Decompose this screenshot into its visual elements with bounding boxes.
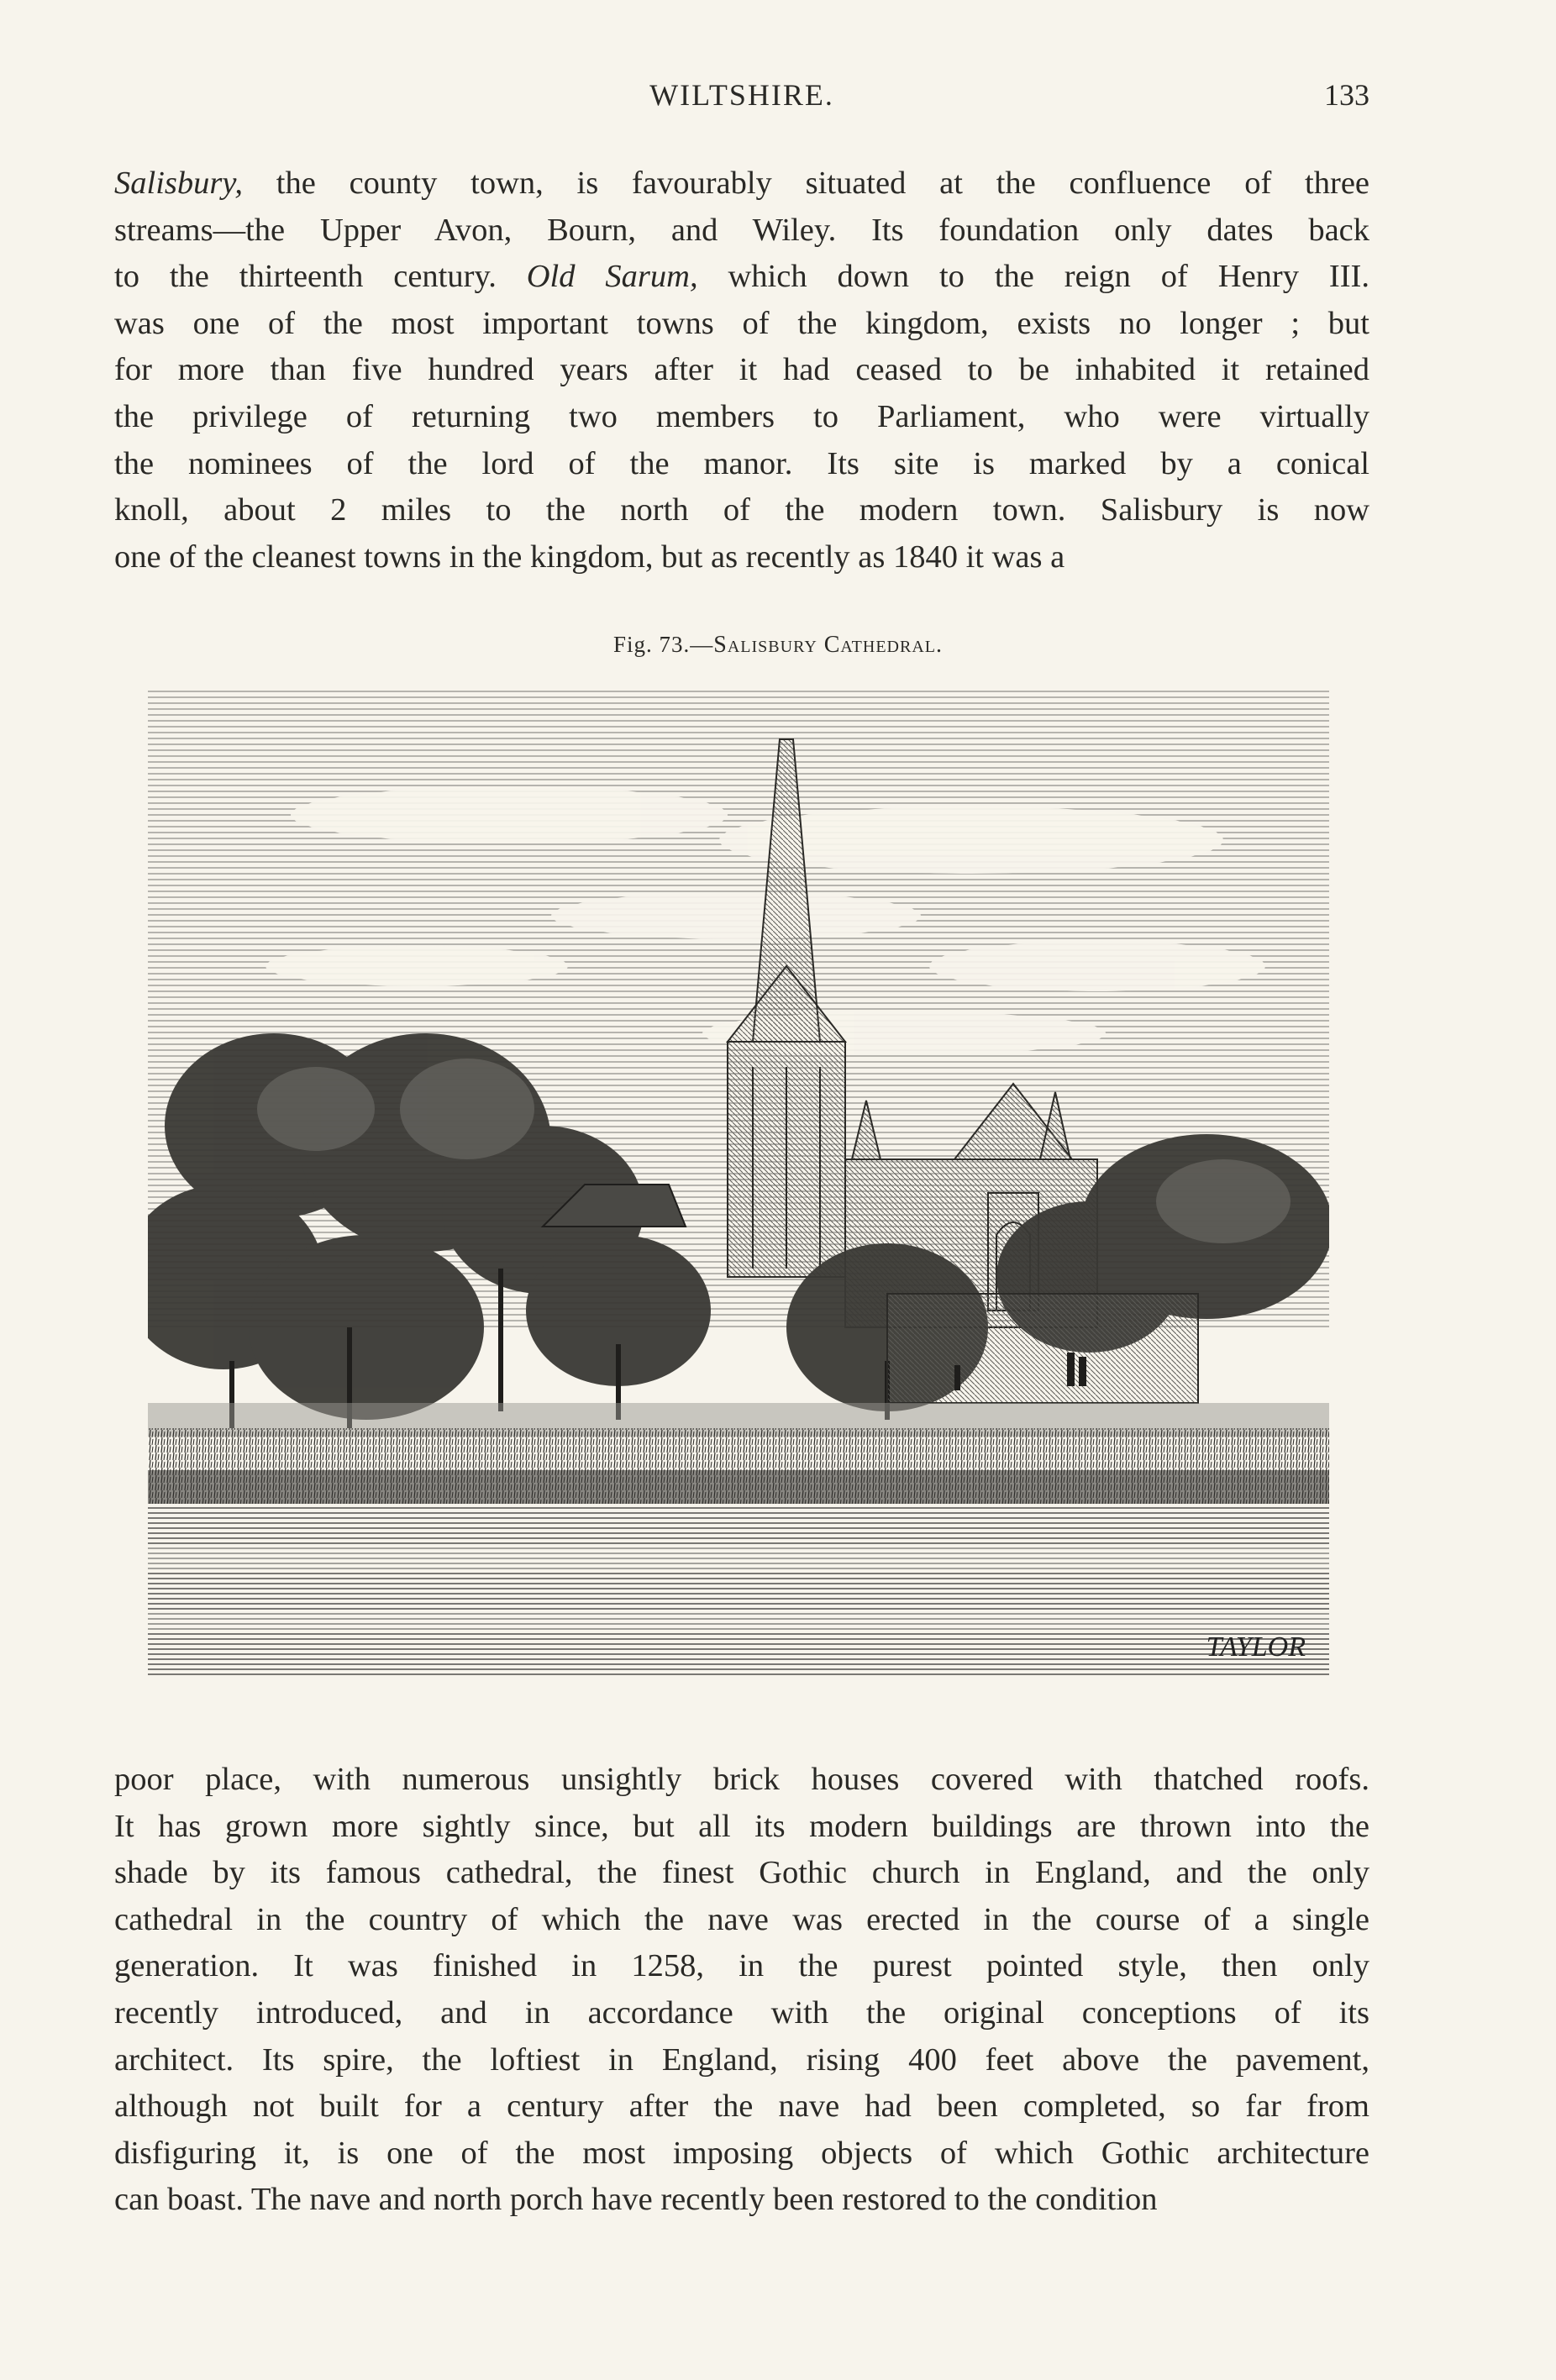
text-line: [114, 208, 1369, 255]
text-run: to the thirteenth century.: [114, 259, 527, 295]
text-run: Salisbury,: [114, 165, 243, 201]
text-run: which down to the reign of Henry III.: [697, 259, 1369, 295]
text-run: the privilege of returning two members to Parliament, who were virtually: [114, 398, 1369, 434]
text-run: It has grown more sightly since, but all its modern buildings are thrown into the: [114, 1808, 1369, 1844]
text-line: [114, 1990, 1369, 2037]
text-line: [114, 1804, 1369, 1851]
text-run: Old Sarum,: [526, 259, 698, 295]
text-run: poor place, with numerous unsightly brick houses covered with thatched roofs.: [114, 1762, 1369, 1797]
text-run: one of the cleanest towns in the kingdom, but as recently as 1840 it was a: [114, 539, 1065, 575]
text-line: [114, 1850, 1369, 1897]
text-run: the nominees of the lord of the manor. Its site is marked by a conical: [114, 445, 1369, 481]
paragraph-2: [114, 1757, 1369, 2224]
engraver-signature: TAYLOR: [1206, 1631, 1306, 1663]
text-run: knoll, about 2 miles to the north of the modern town. Salisbury is now: [114, 492, 1369, 528]
text-line: [114, 254, 1369, 301]
text-run: architect. Its spire, the loftiest in England, rising 400 feet above the pavement,: [114, 2041, 1369, 2078]
text-run: streams—the Upper Avon, Bourn, and Wiley. Its foundation only dates back: [114, 212, 1369, 248]
text-line: [114, 301, 1369, 348]
cathedral-engraving: [148, 689, 1329, 1677]
text-run: can boast. The nave and north porch have recently been restored to the condition: [114, 2182, 1158, 2218]
running-head: [114, 77, 1369, 128]
text-line: [114, 1897, 1369, 1944]
text-run: for more than five hundred years after it had ceased to be inhabited it retained: [114, 352, 1369, 388]
text-line: [114, 394, 1369, 441]
text-line: [114, 2177, 1369, 2224]
text-run: was one of the most important towns of the kingdom, exists no longer ; but: [114, 305, 1369, 341]
caption-prefix: Fig. 73.—: [613, 632, 714, 657]
text-run: generation. It was finished in 1258, in the purest pointed style, then only: [114, 1948, 1369, 1984]
page-number: 133: [1324, 78, 1369, 112]
text-run: recently introduced, and in accordance with the original conceptions of its: [114, 1994, 1369, 2031]
engraving-image: [148, 689, 1329, 1677]
figure-caption: [0, 632, 1556, 659]
text-line: [114, 1943, 1369, 1990]
text-line: [114, 534, 1369, 581]
text-line: [114, 2130, 1369, 2178]
text-run: the county town, is favourably situated at the confluence of three: [242, 165, 1369, 201]
text-line: [114, 160, 1369, 208]
text-line: [114, 1757, 1369, 1804]
text-run: disfiguring it, is one of the most imposing objects of which Gothic architecture: [114, 2135, 1369, 2171]
text-line: [114, 441, 1369, 488]
running-title: WILTSHIRE.: [649, 78, 834, 112]
text-line: [114, 347, 1369, 394]
paragraph-1: [114, 160, 1369, 581]
text-line: [114, 487, 1369, 534]
text-run: shade by its famous cathedral, the finest Gothic church in England, and the only: [114, 1855, 1369, 1891]
text-line: [114, 2083, 1369, 2130]
text-run: cathedral in the country of which the nave was erected in the course of a single: [114, 1901, 1369, 1937]
text-line: [114, 2037, 1369, 2084]
caption-title: Salisbury Cathedral.: [713, 632, 943, 658]
text-run: although not built for a century after the nave had been completed, so far from: [114, 2088, 1369, 2125]
